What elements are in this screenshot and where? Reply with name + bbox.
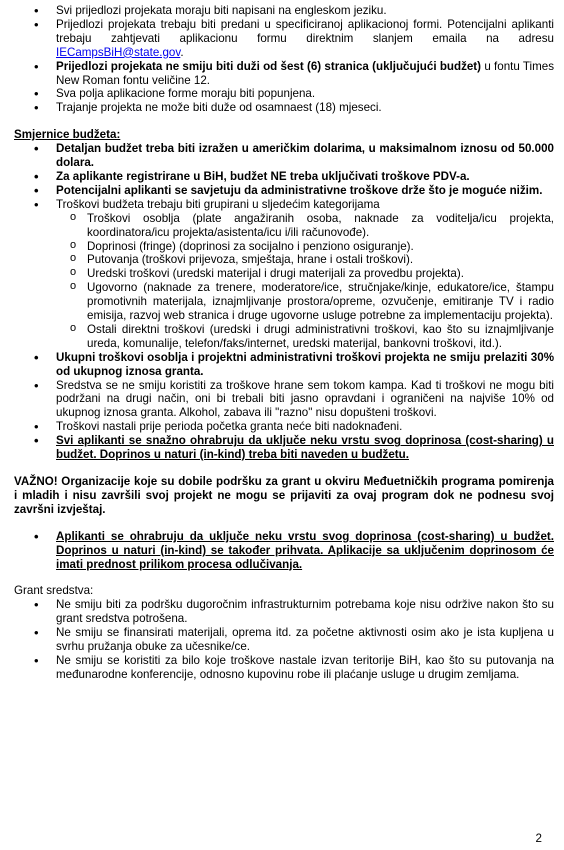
list-item: • Za aplikante registrirane u BiH, budžet NE treba uključivati troškove PDV-a. bbox=[14, 170, 554, 184]
list-item: • Troškovi nastali prije perioda početka granta neće biti nadoknađeni. bbox=[14, 420, 554, 434]
page-number: 2 bbox=[535, 832, 542, 845]
category-item: o Ostali direktni troškovi (uredski i drugi administrativni troškovi, kao što su iznajmljivanje ureda, komunalije, telefon/faks/internet, uredski materijal, bankovni troškovi, itd.). bbox=[14, 323, 554, 351]
submission-rules-list bbox=[14, 4, 554, 115]
list-item: • Troškovi budžeta trebaju biti grupirani u sljedećim kategorijama bbox=[14, 198, 554, 212]
encourage-list bbox=[14, 530, 554, 572]
list-item: • Ne smiju biti za podršku dugoročnim infrastrukturnim potrebama koje nisu održive nakon što su grant sredstva potrošena. bbox=[14, 598, 554, 626]
list-item: • Potencijalni aplikanti se savjetuju da administrativne troškove drže što je moguće nižim. bbox=[14, 184, 554, 198]
important-notice: VAŽNO! Organizacije koje su dobile podršku za grant u okviru Međuetničkih programa pomirenja i mladih i nisu završili svoj projekt ne mogu se prijaviti za ovaj program dok ne podnesu svoj završni izvještaj. bbox=[14, 475, 554, 516]
list-item: • Prijedlozi projekata ne smiju biti duži od šest (6) stranica (uključujući budžet) u fontu Times New Roman fontu veličine 12. bbox=[14, 60, 554, 88]
list-item: • Trajanje projekta ne može biti duže od osamnaest (18) mjeseci. bbox=[14, 101, 554, 115]
budget-heading: Smjernice budžeta: bbox=[14, 128, 121, 142]
category-item: o Doprinosi (fringe) (doprinosi za socijalno i penziono osiguranje). bbox=[14, 240, 554, 254]
category-item: o Ugovorno (naknade za trenere, moderatore/ice, stručnjake/kinje, edukatore/ice, štampu promotivnih materijala, iznajmljivanje prostora/opreme, ozvučenje, emitiranje TV i radio emisija, razvoj web stranica i druge ugovorne usluge potrebne za implementaciju projekta). bbox=[14, 281, 554, 323]
category-item: o Troškovi osoblja (plate angažiranih osoba, naknade za voditelja/icu projekta, koordinatora/icu projekta/asistenta/icu i/ili računovođe). bbox=[14, 212, 554, 240]
list-item: • Detaljan budžet treba biti izražen u američkim dolarima, u maksimalnom iznosu od 50.000 dolara. bbox=[14, 142, 554, 170]
list-item: • Prijedlozi projekata trebaju biti predani u specificiranoj aplikacionoj formi. Potencijalni aplikanti trebaju zahtjevati aplikacionu formu direktnim slanjem emaila na adresu IECampsBiH@state.gov. bbox=[14, 18, 554, 60]
grant-heading: Grant sredstva: bbox=[14, 584, 94, 598]
email-link[interactable]: IECampsBiH@state.gov bbox=[56, 45, 181, 59]
list-item: • Aplikanti se ohrabruju da uključe neku vrstu svog doprinosa (cost-sharing) u budžet. Doprinos u naturi (in-kind) se također prihvata. Aplikacije sa uključenim doprinosom će imati prednost prilikom procesa odlučivanja. bbox=[14, 530, 554, 572]
budget-categories-list bbox=[14, 212, 554, 351]
list-item: • Svi prijedlozi projekata moraju biti napisani na engleskom jeziku. bbox=[14, 4, 554, 18]
list-item: • Sva polja aplikacione forme moraju biti popunjena. bbox=[14, 87, 554, 101]
budget-rules-list bbox=[14, 351, 554, 462]
list-item: • Svi aplikanti se snažno ohrabruju da uključe neku vrstu svog doprinosa (cost-sharing) u budžet. Doprinos u naturi (in-kind) treba biti naveden u budžetu. bbox=[14, 434, 554, 462]
category-item: o Putovanja (troškovi prijevoza, smještaja, hrane i ostali troškovi). bbox=[14, 253, 554, 267]
list-item: • Ne smiju se finansirati materijali, oprema itd. za početne aktivnosti osim ako je ista kupljena u svrhu pružanja obuke za učesnike/ce. bbox=[14, 626, 554, 654]
list-item: • Ukupni troškovi osoblja i projektni administrativni troškovi projekta ne smiju prelaziti 30% od ukupnog iznosa granta. bbox=[14, 351, 554, 379]
document-page bbox=[14, 4, 554, 682]
list-item: • Ne smiju se koristiti za bilo koje troškove nastale izvan teritorije BiH, kao što su putovanja na međunarodne konferencije, odnosno kupovinu robe ili plaćanje usluge u drugim zemljama. bbox=[14, 654, 554, 682]
category-item: o Uredski troškovi (uredski materijal i drugi materijali za provedbu projekta). bbox=[14, 267, 554, 281]
list-item: • Sredstva se ne smiju koristiti za troškove hrane sem tokom kampa. Kad ti troškovi ne mogu biti podržani na drugi način, oni bi trebali biti jasno opravdani i ograničeni na najviše 10% od ukupnog iznosa granta. Alkohol, zabava ili "razno" nisu dopušteni troškovi. bbox=[14, 379, 554, 421]
budget-guidelines-list bbox=[14, 142, 554, 212]
grant-list bbox=[14, 598, 554, 681]
